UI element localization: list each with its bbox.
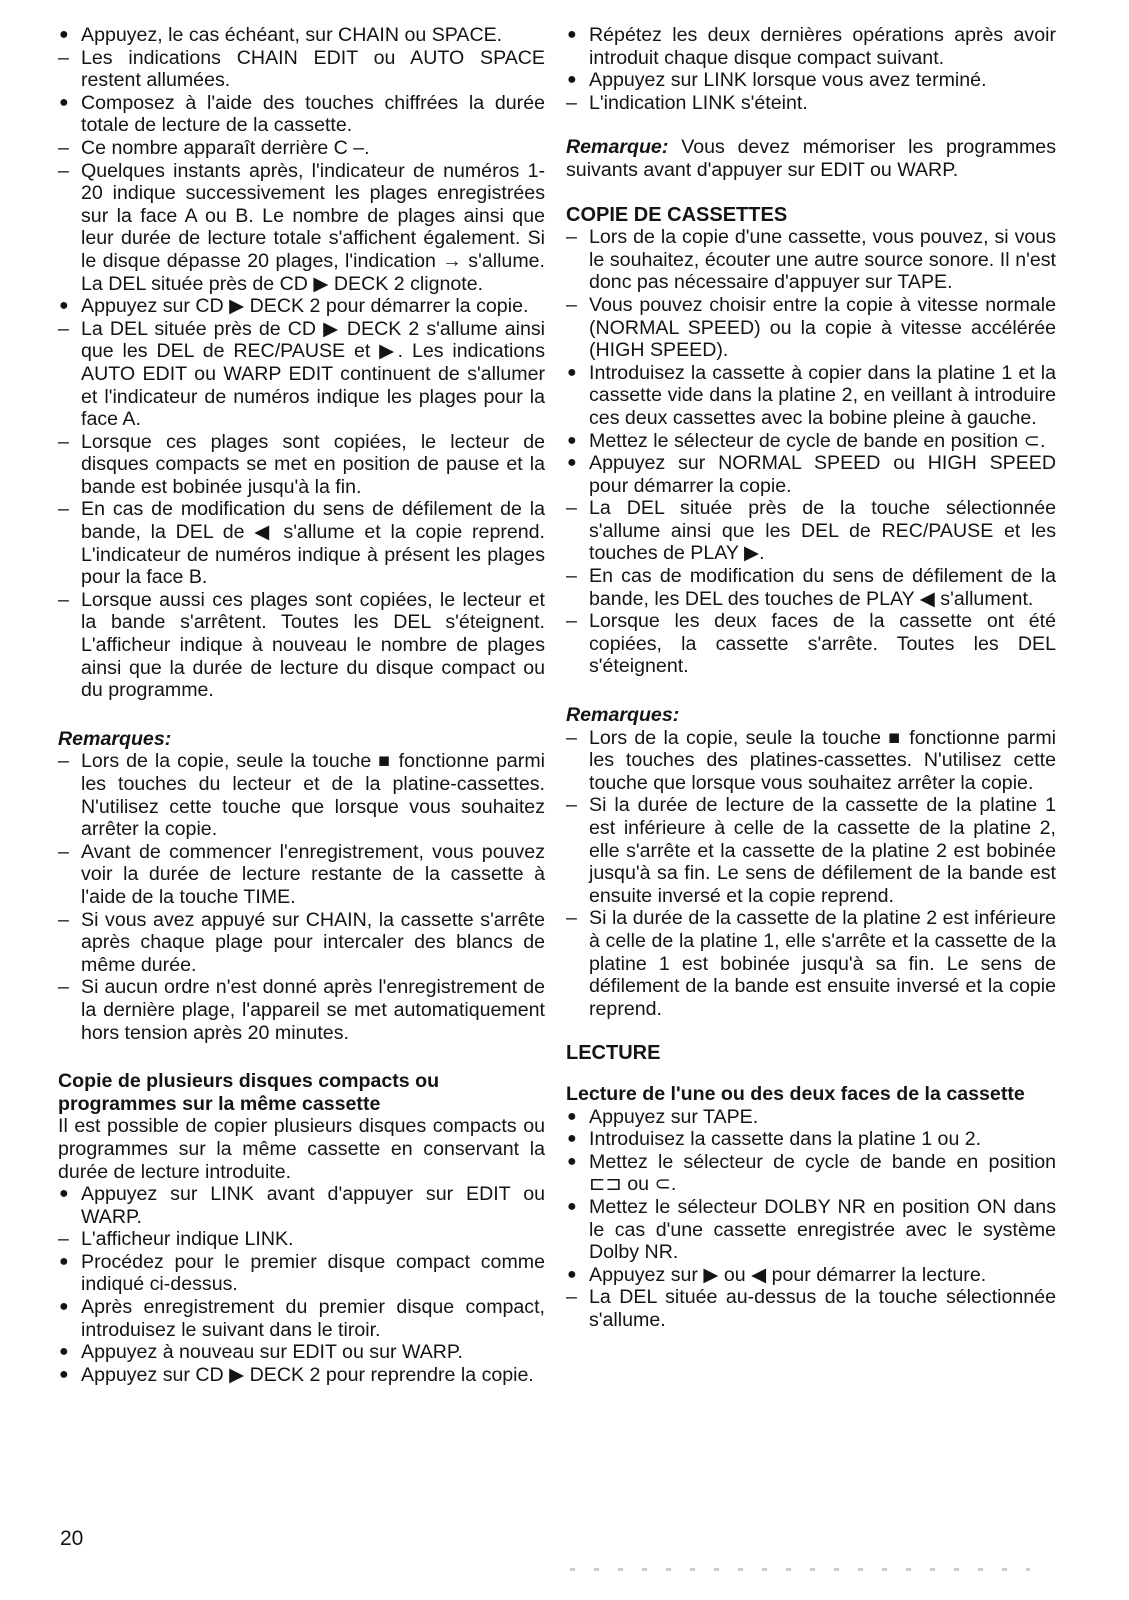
item-text: L'indication LINK s'éteint.: [589, 91, 808, 114]
spacer: [566, 182, 1056, 204]
dash-marker: –: [58, 317, 69, 340]
spacer: [566, 1065, 1056, 1083]
dash-item: [58, 589, 545, 702]
dash-item: [566, 294, 1056, 362]
dash-item: [566, 610, 1056, 678]
item-text: Si vous avez appuyé sur CHAIN, la cassette s'arrête après chaque plage pour intercaler des blancs de même durée.: [81, 908, 545, 976]
item-text: Appuyez sur NORMAL SPEED ou HIGH SPEED pour démarrer la copie.: [589, 452, 1056, 497]
item-text: La DEL située près de la touche sélectionnée s'allume ainsi que les DEL de REC/PAUSE et les touches de PLAY ▶.: [589, 497, 1056, 565]
bullet-item: [566, 452, 1056, 497]
item-text: Les indications CHAIN EDIT ou AUTO SPACE restent allumées.: [81, 46, 545, 92]
item-text: Appuyez sur LINK avant d'appuyer sur EDIT ou WARP.: [81, 1183, 545, 1228]
spacer: [58, 1044, 545, 1070]
dash-item: [58, 498, 545, 588]
dash-item: [58, 1228, 545, 1251]
bullet-marker: ●: [567, 1130, 577, 1148]
item-text: Lorsque aussi ces plages sont copiées, le lecteur et la bande s'arrêtent. Toutes les DEL s'éteignent. L'afficheur indique à nouveau le nombre de plages ainsi que la durée de lecture du disque compact ou du programme.: [81, 588, 545, 702]
item-text: Avant de commencer l'enregistrement, vous pouvez voir la durée de lecture restante de la cassette à l'aide de la touche TIME.: [81, 840, 545, 908]
dash-marker: –: [58, 588, 69, 611]
dash-item: [58, 909, 545, 977]
section-heading: COPIE DE CASSETTES: [566, 203, 788, 226]
item-text: Ce nombre apparaît derrière C –.: [81, 136, 370, 159]
item-text: Quelques instants après, l'indicateur de numéros 1-20 indique successivement les plages enregistrées sur la face A ou B. Le nombre de plages ainsi que leur durée de lecture totale s'affichent également. Si le disque dépasse 20 plages, l'indication → s'allume. La DEL située près de CD ▶ DECK 2 clignote.: [81, 159, 545, 295]
dash-item: [58, 47, 545, 92]
bullet-marker: ●: [59, 1185, 69, 1203]
item-text: L'afficheur indique LINK.: [81, 1228, 294, 1251]
dash-item: [566, 565, 1056, 610]
item-text: Répétez les deux dernières opérations après avoir introduit chaque disque compact suivant.: [589, 24, 1056, 69]
dash-item: [58, 750, 545, 840]
dash-item: [566, 226, 1056, 294]
bullet-marker: ●: [567, 363, 577, 381]
dash-item: [566, 92, 1056, 115]
dash-marker: –: [566, 91, 577, 114]
dash-item: [566, 497, 1056, 565]
dash-marker: –: [566, 907, 577, 930]
item-text: Lors de la copie, seule la touche ■ fonctionne parmi les touches des platines-cassettes. N'utilisez cette touche que lorsque vous souhaitez arrêter la copie.: [589, 726, 1056, 794]
remark-text: Vous devez mémoriser les programmes suivants avant d'appuyer sur EDIT ou WARP.: [566, 136, 1056, 181]
left-column: [58, 24, 545, 1386]
bullet-marker: ●: [59, 297, 69, 315]
item-text: En cas de modification du sens de défilement de la bande, les DEL des touches de PLAY ◀ s'allument.: [589, 565, 1056, 610]
paragraph: Il est possible de copier plusieurs disques compacts ou programmes sur la même cassette en conservant la durée de lecture introduite.: [58, 1115, 545, 1183]
bullet-marker: ●: [567, 431, 577, 449]
item-text: La DEL située au-dessus de la touche sélectionnée s'allume.: [589, 1286, 1056, 1331]
bullet-marker: ●: [59, 1343, 69, 1361]
spacer: [566, 1020, 1056, 1042]
dash-marker: –: [566, 610, 577, 633]
dash-item: [566, 1286, 1056, 1331]
item-text: Introduisez la cassette à copier dans la platine 1 et la cassette vide dans la platine 2, en veillant à introduire ces deux cassettes avec la bobine pleine à gauche.: [589, 361, 1056, 429]
section-heading: LECTURE: [566, 1042, 661, 1065]
bullet-item: [566, 1106, 1056, 1129]
item-text: Composez à l'aide des touches chiffrées la durée totale de lecture de la cassette.: [81, 91, 545, 137]
dash-marker: –: [566, 565, 577, 588]
item-text: La DEL située près de CD ▶ DECK 2 s'allume ainsi que les DEL de REC/PAUSE et ▶. Les indications AUTO EDIT ou WARP EDIT continuent de s'allumer et l'indicateur de numéros indique les plages pour la face A.: [81, 317, 545, 431]
item-text: En cas de modification du sens de défilement de la bande, la DEL de ◀ s'allume et la copie reprend. L'indicateur de numéros indique à présent les plages pour la face B.: [81, 498, 545, 589]
dash-item: [566, 907, 1056, 1020]
item-text: Appuyez sur TAPE.: [589, 1105, 759, 1128]
dash-marker: –: [566, 226, 577, 249]
dash-marker: –: [566, 726, 577, 749]
dash-marker: –: [58, 430, 69, 453]
right-column: [566, 24, 1056, 1331]
item-text: Vous pouvez choisir entre la copie à vitesse normale (NORMAL SPEED) ou la copie à vitesse accélérée (HIGH SPEED).: [589, 293, 1056, 362]
scan-artifact: [570, 1568, 1030, 1571]
dash-item: [58, 841, 545, 909]
item-text: Appuyez sur LINK lorsque vous avez terminé.: [589, 69, 987, 92]
remarks-heading: Remarques:: [58, 727, 172, 750]
dash-marker: –: [58, 136, 69, 159]
dash-item: [58, 137, 545, 160]
bullet-item: [566, 1196, 1056, 1264]
item-text: Si la durée de lecture de la cassette de la platine 1 est inférieure à celle de la cassette de la platine 2, elle s'arrête et la cassette de la platine 2 est bobinée jusqu'à sa fin. Le sens de défilement de la bande est ensuite inversé et la copie reprend.: [589, 794, 1056, 907]
remark-paragraph: [566, 136, 1056, 181]
bullet-item: [566, 69, 1056, 92]
dash-marker: –: [566, 1286, 577, 1309]
item-text: Introduisez la cassette dans la platine 1 ou 2.: [589, 1128, 982, 1151]
item-text: Appuyez sur CD ▶ DECK 2 pour reprendre la copie.: [81, 1363, 534, 1386]
spacer: [566, 678, 1056, 704]
bullet-item: [566, 1264, 1056, 1287]
dash-marker: –: [58, 1228, 69, 1251]
dash-marker: –: [566, 794, 577, 817]
dash-marker: –: [58, 159, 69, 182]
dash-marker: –: [58, 498, 69, 521]
bullet-item: [566, 24, 1056, 69]
spacer: [566, 114, 1056, 136]
dash-item: [566, 727, 1056, 795]
dash-marker: –: [58, 46, 69, 69]
item-text: Lorsque ces plages sont copiées, le lecteur de disques compacts se met en position de pause et la bande est bobinée jusqu'à la fin.: [81, 430, 545, 498]
dash-marker: –: [566, 293, 577, 316]
dash-marker: –: [58, 750, 69, 773]
bullet-item: [58, 24, 545, 47]
dash-marker: –: [58, 908, 69, 931]
subsection-heading: Copie de plusieurs disques compacts ou programmes sur la même cassette: [58, 1070, 440, 1115]
dash-item: [58, 160, 545, 296]
spacer: [58, 702, 545, 728]
item-text: Procédez pour le premier disque compact comme indiqué ci-dessus.: [81, 1250, 545, 1296]
item-text: Mettez le sélecteur DOLBY NR en position ON dans le cas d'une cassette enregistrée avec le système Dolby NR.: [589, 1195, 1056, 1264]
page-number: 20: [60, 1527, 84, 1550]
remark-label: Remarque:: [566, 136, 669, 159]
bullet-marker: ●: [59, 1298, 69, 1316]
item-text: Appuyez sur ▶ ou ◀ pour démarrer la lecture.: [589, 1263, 987, 1286]
item-text: Appuyez, le cas échéant, sur CHAIN ou SPACE.: [81, 24, 503, 46]
dash-marker: –: [58, 840, 69, 863]
bullet-marker: ●: [567, 1152, 577, 1170]
bullet-item: [58, 1364, 545, 1387]
dash-item: [58, 318, 545, 431]
bullet-marker: ●: [567, 1107, 577, 1125]
bullet-item: [58, 1296, 545, 1341]
item-text: Lors de la copie, seule la touche ■ fonctionne parmi les touches du lecteur et de la platine-cassettes. N'utilisez cette touche que lorsque vous souhaitez arrêter la copie.: [81, 750, 545, 841]
bullet-marker: ●: [59, 26, 69, 43]
dash-marker: –: [566, 497, 577, 520]
dash-marker: –: [58, 976, 69, 999]
bullet-item: [566, 1128, 1056, 1151]
bullet-marker: ●: [567, 1265, 577, 1283]
remarks-heading: Remarques:: [566, 704, 680, 727]
item-text: Lorsque les deux faces de la cassette ont été copiées, la cassette s'arrête. Toutes les DEL s'éteignent.: [589, 610, 1056, 678]
item-text: Lors de la copie d'une cassette, vous pouvez, si vous le souhaitez, écouter une autre source sonore. Il n'est donc pas nécessaire d'appuyer sur TAPE.: [589, 226, 1056, 294]
item-text: Si la durée de la cassette de la platine 2 est inférieure à celle de la platine 1, elle s'arrête et la cassette de la platine 1 est bobinée jusqu'à sa fin. Le sens de défilement de la bande est ensuite inversé et la copie reprend.: [589, 907, 1056, 1020]
bullet-item: [566, 1151, 1056, 1196]
bullet-item: [58, 92, 545, 137]
item-text: Appuyez sur CD ▶ DECK 2 pour démarrer la copie.: [81, 295, 529, 318]
bullet-item: [58, 295, 545, 318]
bullet-item: [566, 430, 1056, 453]
item-text: Mettez le sélecteur de cycle de bande en position ⊏⊐ ou ⊂.: [589, 1150, 1056, 1196]
item-text: Après enregistrement du premier disque compact, introduisez le suivant dans le tiroir.: [81, 1296, 545, 1341]
bullet-marker: ●: [567, 71, 577, 89]
bullet-item: [566, 362, 1056, 430]
item-text: Si aucun ordre n'est donné après l'enregistrement de la dernière plage, l'appareil se met automatiquement hors tension après 20 minutes.: [81, 976, 545, 1044]
dash-item: [58, 431, 545, 499]
bullet-item: [58, 1251, 545, 1296]
dash-item: [566, 794, 1056, 907]
bullet-item: [58, 1341, 545, 1364]
bullet-marker: ●: [567, 454, 577, 472]
bullet-marker: ●: [567, 26, 577, 43]
bullet-marker: ●: [59, 1252, 69, 1270]
dash-item: [58, 976, 545, 1044]
item-text: Appuyez à nouveau sur EDIT ou sur WARP.: [81, 1341, 463, 1364]
item-text: Mettez le sélecteur de cycle de bande en position ⊂.: [589, 429, 1046, 452]
bullet-marker: ●: [59, 1365, 69, 1383]
bullet-marker: ●: [59, 93, 69, 111]
bullet-item: [58, 1183, 545, 1228]
subsection-heading: Lecture de l'une ou des deux faces de la cassette: [566, 1082, 1025, 1105]
bullet-marker: ●: [567, 1197, 577, 1215]
